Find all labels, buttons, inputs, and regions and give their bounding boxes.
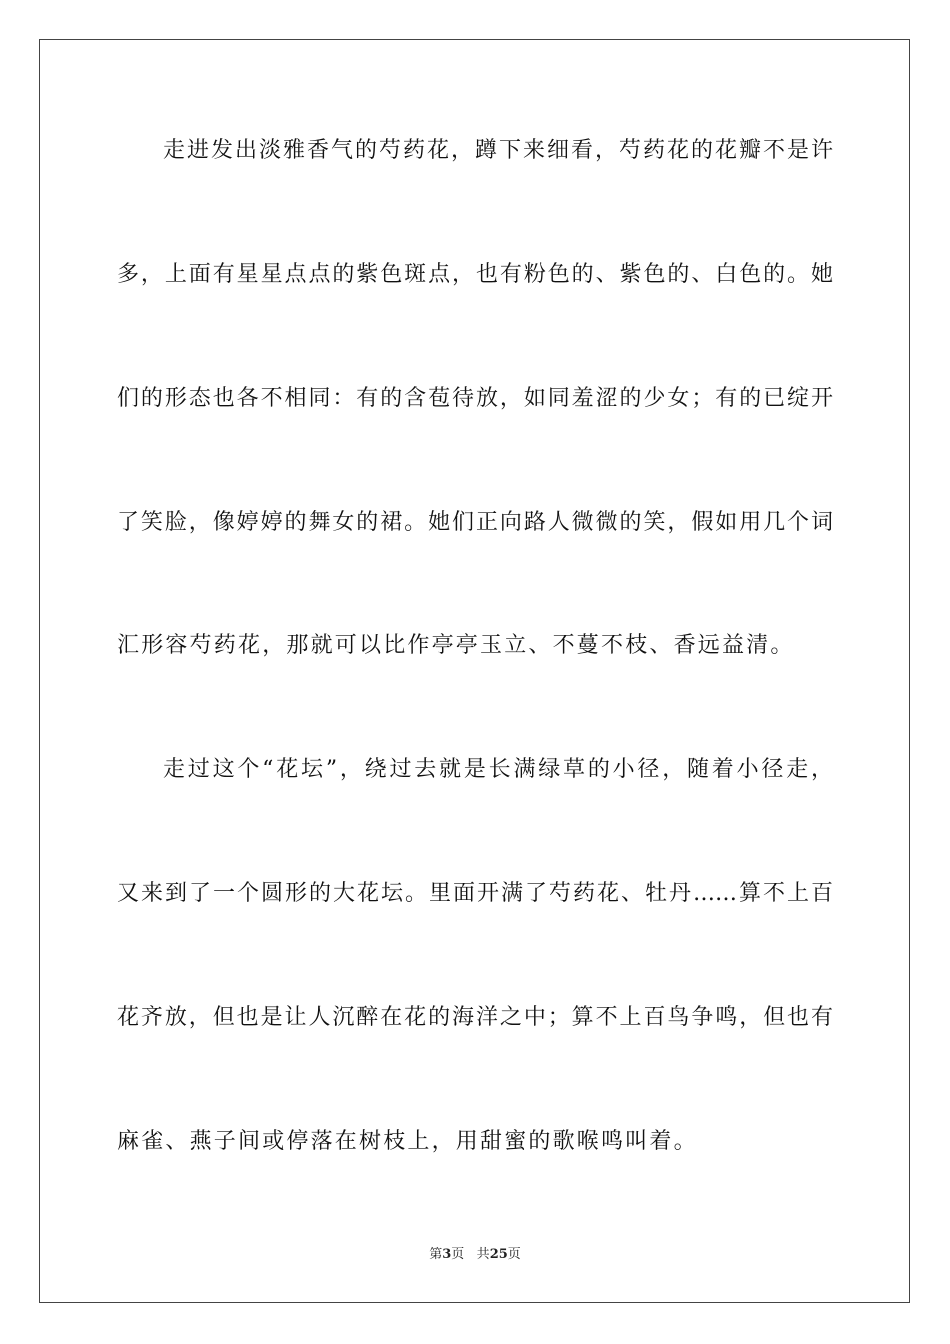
page-prefix: 第 [429,1247,443,1262]
page-footer [0,1246,950,1264]
paragraph-1-line-5: 汇形容芍药花，那就可以比作亭亭玉立、不蔓不枝、香远益清。 [117,633,795,658]
total-prefix: 共 [476,1247,490,1262]
paragraph-1-line-1: 走进发出淡雅香气的芍药花，蹲下来细看，芍药花的花瓣不是许 [163,138,833,163]
page-number: 3 [442,1247,452,1262]
paragraph-1-line-3: 们的形态也各不相同：有的含苞待放，如同羞涩的少女；有的已绽开 [117,386,833,411]
total-pages: 25 [489,1247,508,1262]
paragraph-2-line-3: 花齐放，但也是让人沉醉在花的海洋之中；算不上百鸟争鸣，但也有 [117,1005,833,1030]
paragraph-1-line-2: 多，上面有星星点点的紫色斑点，也有粉色的、紫色的、白色的。她 [117,262,833,287]
paragraph-2-line-2: 又来到了一个圆形的大花坛。里面开满了芍药花、牡丹……算不上百 [117,881,833,906]
page-suffix: 页 [451,1247,465,1262]
total-suffix: 页 [507,1247,521,1262]
page-border [39,39,910,1303]
paragraph-1-line-4: 了笑脸，像婷婷的舞女的裙。她们正向路人微微的笑，假如用几个词 [117,510,833,535]
paragraph-2-line-4: 麻雀、燕子间或停落在树枝上，用甜蜜的歌喉鸣叫着。 [117,1129,698,1154]
paragraph-2-line-1: 走过这个“花坛”，绕过去就是长满绿草的小径，随着小径走， [163,757,833,782]
